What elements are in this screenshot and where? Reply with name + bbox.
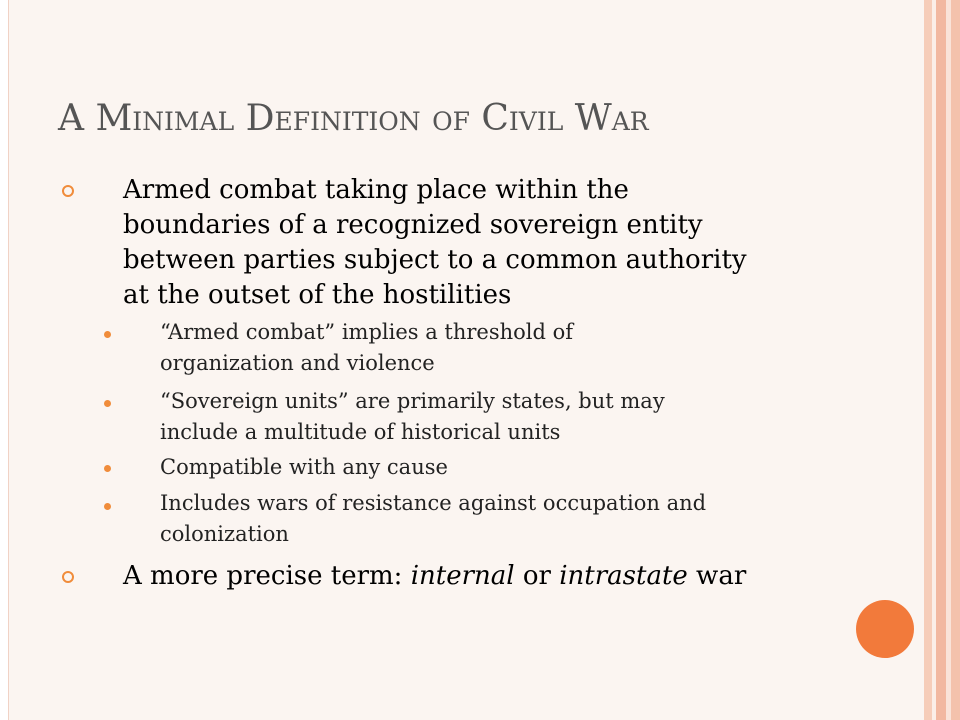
sub-bullet-line: “Armed combat” implies a threshold of [160, 320, 574, 344]
sub-bullet-2-text [160, 386, 840, 448]
decor-stripe [924, 0, 932, 720]
sub-bullet-dot-icon [104, 465, 111, 472]
sub-bullet-line: organization and violence [160, 351, 435, 375]
bullet-2-text-after: war [687, 561, 747, 591]
sub-bullet-dot-icon [104, 503, 111, 510]
bullet-circle-icon [62, 185, 74, 197]
sub-bullet-line: Compatible with any cause [160, 455, 448, 479]
bullet-1-line: between parties subject to a common authority [123, 245, 747, 275]
sub-bullet-line: Includes wars of resistance against occupation and [160, 491, 707, 515]
slide-title: A Minimal Definition of Civil War [58, 98, 649, 139]
bullet-2-text [123, 559, 823, 594]
sub-bullet-line: include a multitude of historical units [160, 420, 561, 444]
bullet-2-text-before: A more precise term: [123, 561, 411, 591]
bullet-1-line: boundaries of a recognized sovereign entity [123, 210, 703, 240]
sub-bullet-3-text [160, 452, 840, 483]
bullet-1-line: Armed combat taking place within the [123, 175, 629, 205]
decorative-orange-circle [856, 600, 914, 658]
slide-left-edge [0, 0, 9, 720]
bullet-2-text-mid: or [514, 561, 560, 591]
decor-stripe [936, 0, 946, 720]
bullet-1-text [123, 173, 823, 313]
sub-bullet-dot-icon [104, 400, 111, 407]
sub-bullet-dot-icon [104, 331, 111, 338]
bullet-circle-icon [62, 571, 74, 583]
sub-bullet-1-text [160, 317, 840, 379]
bullet-1-line: at the outset of the hostilities [123, 280, 512, 310]
decor-stripe [951, 0, 960, 720]
sub-bullet-4-text [160, 488, 840, 550]
sub-bullet-line: colonization [160, 522, 289, 546]
sub-bullet-line: “Sovereign units” are primarily states, but may [160, 389, 665, 413]
bullet-2-emphasis-internal: internal [410, 561, 515, 591]
bullet-2-emphasis-intrastate: intrastate [559, 561, 688, 591]
